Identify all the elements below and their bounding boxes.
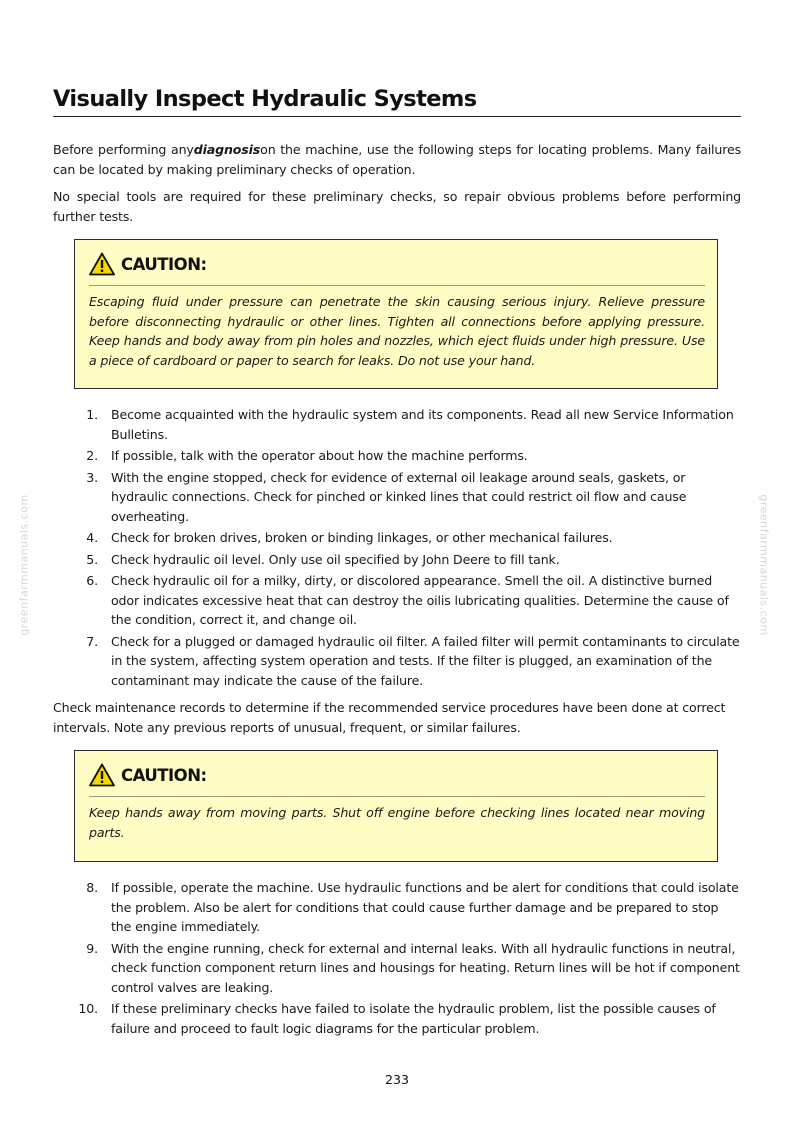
- list-item: [0, 528, 794, 548]
- caution-divider: [89, 285, 705, 286]
- list-item: [0, 571, 794, 630]
- watermark-left: greenfarmmanuals.com: [17, 494, 31, 636]
- list-item: [0, 632, 794, 691]
- intro-text-after: on the machine, use the following steps for locating problems. Many failures can be located by making preliminary checks of operation.: [53, 142, 741, 177]
- step-text: Become acquainted with the hydraulic system and its components. Read all new Service Information Bulletins.: [111, 407, 734, 442]
- list-item: [0, 446, 794, 466]
- step-number: 6.: [86, 573, 98, 588]
- step-number: 4.: [86, 530, 98, 545]
- step-text: Check hydraulic oil for a milky, dirty, or discolored appearance. Smell the oil. A distinctive burned odor indicates excessive heat that can destroy the oilis lubricating qualities. Determine the cause of the condition, correct it, and change oil.: [111, 573, 729, 627]
- step-number: 5.: [86, 551, 98, 567]
- step-number: 2.: [86, 448, 98, 463]
- step-text: With the engine running, check for external and internal leaks. With all hydraulic functions in neutral, check function component return lines and housings for heating. Return lines will be hot if component control valves are leaking.: [111, 940, 740, 995]
- caution-header: [89, 763, 207, 787]
- step-number: 1.: [86, 407, 98, 422]
- step-number: 10.: [78, 1001, 98, 1016]
- step-text: If possible, operate the machine. Use hydraulic functions and be alert for conditions that could isolate the problem. Also be alert for conditions that could cause further damage and be prepared to stop the engine immediately.: [111, 880, 739, 934]
- step-number: 9.: [86, 940, 98, 956]
- list-item: [0, 939, 794, 998]
- step-text: If possible, talk with the operator about how the machine performs.: [111, 448, 528, 463]
- watermark-right: greenfarmmanuals.com: [757, 494, 771, 636]
- step-text: With the engine stopped, check for evidence of external oil leakage around seals, gaskets, or hydraulic connections. Check for pinched or kinked lines that could restrict oil flow and cause overheating.: [111, 469, 687, 524]
- step-number: 8.: [86, 880, 98, 895]
- step-number: 3.: [86, 469, 98, 485]
- caution-divider: [89, 796, 705, 797]
- list-item: [0, 405, 794, 444]
- caution-heading: CAUTION:: [121, 765, 207, 785]
- step-text: If these preliminary checks have failed to isolate the hydraulic problem, list the possible causes of failure and proceed to fault logic diagrams for the particular problem.: [111, 1001, 716, 1036]
- page-title: Visually Inspect Hydraulic Systems: [53, 86, 741, 117]
- intro-emphasis: diagnosis: [193, 142, 261, 157]
- caution-heading: CAUTION:: [121, 254, 207, 274]
- intro-paragraph-1: [53, 140, 741, 179]
- warning-triangle-icon: [89, 763, 115, 787]
- list-item: [0, 468, 794, 527]
- warning-triangle-icon: [89, 252, 115, 276]
- list-item: [0, 550, 794, 570]
- caution-box: [74, 750, 718, 862]
- caution-box: [74, 239, 718, 389]
- caution-text: Keep hands away from moving parts. Shut off engine before checking lines located near moving parts.: [89, 805, 705, 840]
- list-item: [0, 999, 794, 1038]
- caution-header: [89, 252, 207, 276]
- step-text: Check for a plugged or damaged hydraulic oil filter. A failed filter will permit contaminants to circulate in the system, affecting system operation and tests. If the filter is plugged, an examination of the contaminant may indicate the cause of the failure.: [111, 633, 740, 688]
- maintenance-note: Check maintenance records to determine if the recommended service procedures have been done at correct intervals. Note any previous reports of unusual, frequent, or similar failures.: [53, 700, 726, 735]
- intro-text-before: Before performing any: [53, 142, 194, 157]
- inspection-steps-list: [0, 405, 794, 692]
- page-number: 233: [384, 1072, 410, 1087]
- intro-paragraph-2: No special tools are required for these preliminary checks, so repair obvious problems before performing further tests.: [53, 189, 741, 224]
- step-text: Check for broken drives, broken or binding linkages, or other mechanical failures.: [111, 530, 613, 545]
- step-number: 7.: [86, 633, 98, 649]
- caution-text: Escaping fluid under pressure can penetrate the skin causing serious injury. Relieve pressure before disconnecting hydraulic or other lines. Tighten all connections before applying pressure. Keep hands and body away from pin holes and nozzles, which eject fluids under high pressure. Use a piece of cardboard or paper to search for leaks. Do not use your hand.: [89, 294, 705, 368]
- list-item: [0, 878, 794, 937]
- step-text: Check hydraulic oil level. Only use oil specified by John Deere to fill tank.: [111, 551, 560, 567]
- inspection-steps-list-continued: [0, 878, 794, 1040]
